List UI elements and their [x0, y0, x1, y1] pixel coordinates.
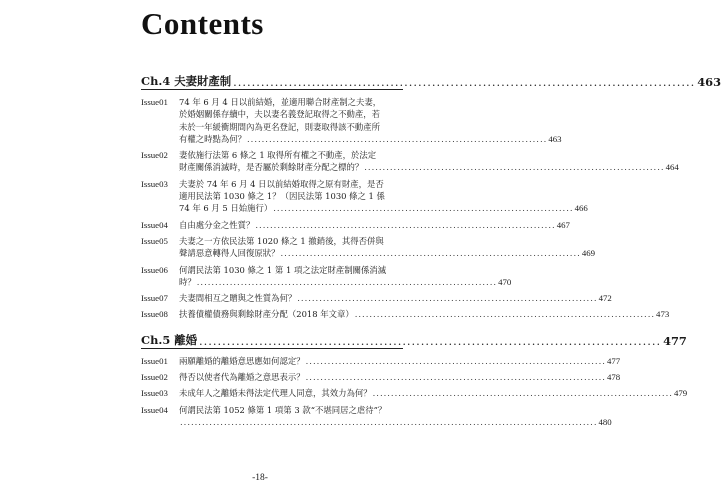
leader-dots: .................................................................................. — [273, 203, 574, 214]
entry-page: 479 — [673, 388, 688, 399]
entry-page: 463 — [548, 133, 562, 144]
entry-page: 464 — [665, 162, 679, 173]
page-title: Contents — [141, 6, 264, 41]
leader-dots: .................................................................................. — [372, 388, 673, 399]
leader-dots: .................................................................................. — [305, 355, 606, 366]
entry-text: 兩願離婚的離婚意思應如何認定？ — [179, 355, 305, 366]
chapter-title: Ch.4 夫妻財產制 — [141, 74, 232, 88]
leader-dots: .................................................................................................... — [233, 75, 696, 89]
entry-text: 未於一年緩衝期間內為更名登記，則妻取得該不動產所 — [179, 121, 380, 132]
entry-page: 473 — [656, 309, 670, 320]
entry-text: 得否以使者代為離婚之意思表示？ — [179, 372, 305, 383]
toc-entry[interactable] — [141, 219, 570, 231]
entry-text: 於婚姻關係存續中，夫以妻名義登記取得之不動產，若 — [179, 109, 380, 120]
leader-dots: .................................................................................. — [297, 293, 598, 304]
issue-number: Issue07 — [141, 293, 168, 304]
toc-entry[interactable] — [141, 404, 612, 429]
entry-text: 妻依施行法第 6 條之 1 取得所有權之不動產，於法定 — [179, 150, 377, 161]
entry-page: 472 — [598, 293, 612, 304]
leader-dots: .................................................................................. — [364, 162, 665, 173]
toc-entry[interactable] — [141, 387, 688, 399]
leader-dots: .................................................................................. — [255, 219, 556, 230]
chapter-heading[interactable] — [141, 329, 687, 349]
toc-entry[interactable] — [141, 264, 512, 289]
entry-text: 74 年 6 月 4 日以前結婚，並適用聯合財產制之夫妻， — [179, 97, 382, 107]
toc-entry[interactable] — [141, 355, 621, 367]
issue-number: Issue03 — [141, 178, 168, 189]
issue-number: Issue02 — [141, 150, 168, 161]
toc-entry[interactable] — [141, 178, 588, 215]
entry-text: 夫妻於 74 年 6 月 4 日以前結婚取得之原有財產，是否 — [179, 178, 384, 189]
entry-text: 適用民法第 1030 條之 1？（因民法第 1030 條之 1 係 — [179, 191, 385, 202]
entry-text: 未成年人之離婚未得法定代理人同意，其效力為何？ — [179, 388, 372, 399]
leader-dots: .................................................................................................... — [199, 333, 662, 348]
toc-entry[interactable] — [141, 371, 621, 383]
entry-page: 478 — [606, 372, 621, 383]
issue-number: Issue08 — [141, 309, 168, 320]
issue-number: Issue06 — [141, 264, 168, 275]
entry-text: 自由處分金之性質？ — [179, 219, 255, 230]
leader-dots: .................................................................................. — [305, 372, 606, 383]
toc-entry[interactable] — [141, 149, 679, 174]
issue-number: Issue05 — [141, 235, 168, 246]
leader-dots: .................................................................................. — [280, 248, 581, 259]
entry-text: 時？ — [179, 276, 196, 287]
toc-entry[interactable] — [141, 235, 596, 260]
issue-number: Issue01 — [141, 355, 168, 366]
page-number: -18- — [252, 473, 268, 483]
entry-text: 何謂民法第 1052 條第 1 項第 3 款“不堪同居之虐待”？ — [179, 404, 387, 415]
toc-entry[interactable] — [141, 308, 670, 320]
issue-number: Issue03 — [141, 388, 168, 399]
entry-page: 466 — [574, 203, 588, 214]
toc-entry[interactable] — [141, 96, 562, 145]
toc-entry[interactable] — [141, 292, 612, 304]
entry-page: 467 — [556, 219, 570, 230]
entry-text: 聲請惡意轉得人回復原狀？ — [179, 248, 280, 259]
chapter-page: 477 — [663, 333, 687, 348]
entry-page: 480 — [598, 416, 612, 427]
issue-number: Issue04 — [141, 219, 168, 230]
entry-page: 477 — [606, 355, 621, 366]
entry-text: 夫妻間相互之贈與之性質為何？ — [179, 293, 297, 304]
issue-number: Issue01 — [141, 97, 168, 107]
issue-number: Issue04 — [141, 404, 168, 415]
entry-page: 469 — [581, 248, 596, 259]
chapter-title: Ch.5 離婚 — [141, 332, 197, 347]
leader-dots: .................................................................................. — [196, 276, 498, 287]
entry-text: 何謂民法第 1030 條之 1 第 1 項之法定財產制關係消滅 — [179, 264, 387, 275]
chapter-page: 463 — [697, 75, 721, 89]
issue-number: Issue02 — [141, 372, 168, 383]
entry-text: 扶養債權債務與剩餘財產分配（2018 年文章） — [179, 309, 354, 320]
chapter-heading[interactable] — [141, 70, 721, 90]
entry-page: 470 — [498, 276, 512, 287]
entry-text: 財產關係消滅時，是否屬於剩餘財產分配之標的？ — [179, 162, 364, 173]
table-of-contents — [141, 70, 721, 432]
leader-dots: .................................................................................. — [354, 309, 656, 320]
leader-dots: .................................................................................. — [247, 133, 548, 144]
entry-text: 74 年 6 月 5 日始施行） — [179, 203, 273, 214]
entry-text: 夫妻之一方依民法第 1020 條之 1 撤銷後，其得否併與 — [179, 235, 384, 246]
leader-dots: .................................................................................................................. — [180, 416, 598, 427]
entry-text: 有權之時點為何？ — [179, 133, 246, 144]
